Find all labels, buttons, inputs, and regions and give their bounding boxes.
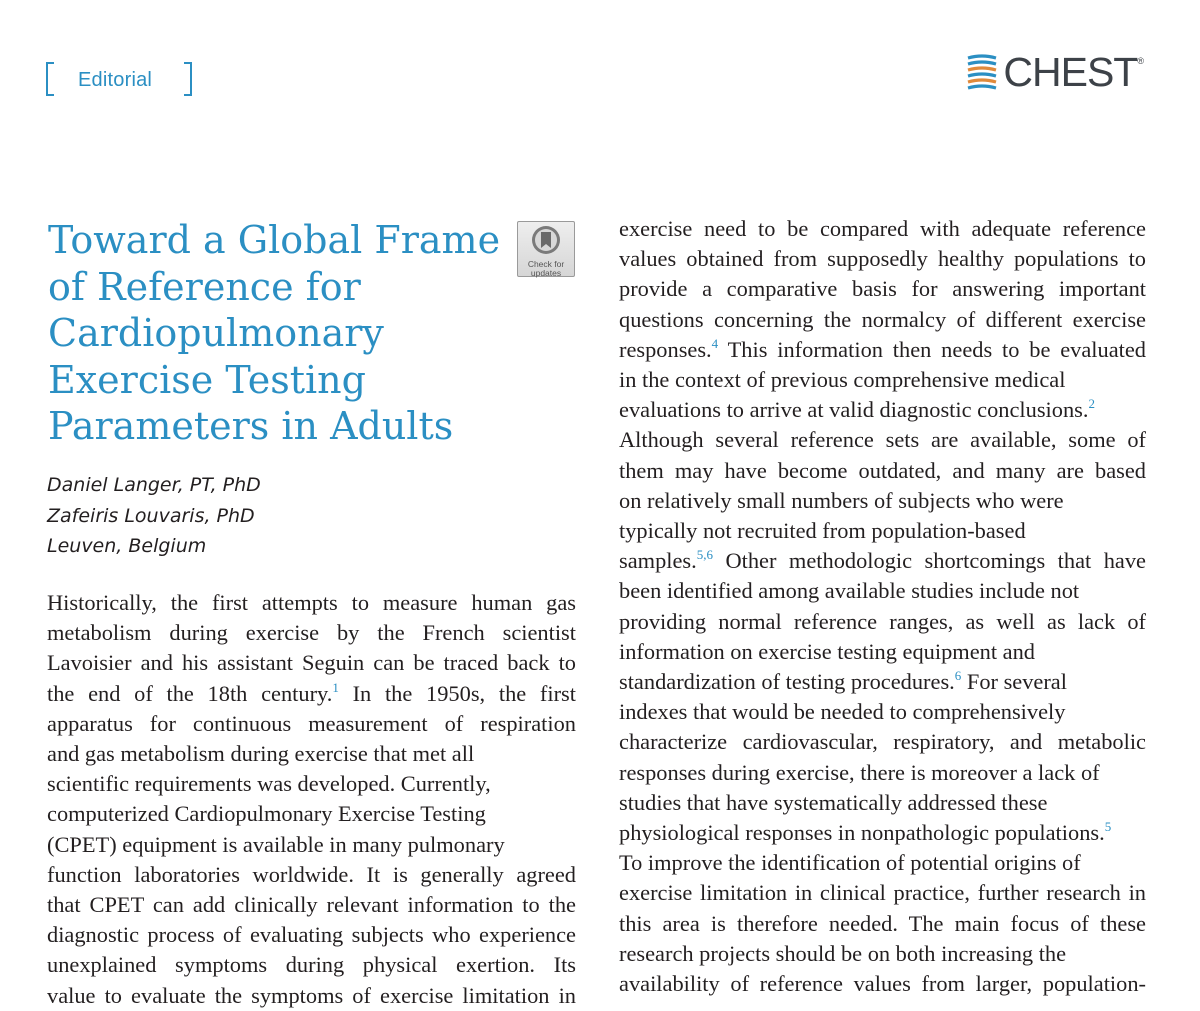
- text-line: apparatus for continuous measurement of respiration: [47, 710, 576, 736]
- text-line: research projects should be on both increasing the: [619, 940, 1067, 966]
- citation-link[interactable]: 1: [332, 679, 339, 695]
- section-label: [46, 62, 192, 96]
- body-column-right: [619, 214, 1146, 999]
- check-for-updates-button[interactable]: [517, 221, 575, 277]
- text-segment: For several: [961, 669, 1067, 695]
- text-line: providing normal reference ranges, as well as lack of: [619, 608, 1146, 634]
- text-line: Historically, the first attempts to measure human gas: [47, 590, 576, 615]
- text-line: information on exercise testing equipment and: [619, 638, 1035, 664]
- text-line: Lavoisier and his assistant Seguin can be traced back to: [47, 650, 576, 676]
- text-line: value to evaluate the symptoms of exercise limitation in: [47, 982, 576, 1008]
- text-line: in the context of previous comprehensive medical: [619, 367, 1066, 393]
- text-segment: In the 1950s, the first: [338, 680, 576, 706]
- text-line: [619, 335, 1146, 365]
- text-line: function laboratories worldwide. It is generally agreed: [47, 861, 576, 887]
- text-segment: samples.: [619, 548, 697, 574]
- text-line: that CPET can add clinically relevant information to the: [47, 892, 576, 918]
- text-line: questions concerning the normalcy of different exercise: [619, 306, 1146, 332]
- text-line: this area is therefore needed. The main focus of these: [619, 910, 1146, 936]
- author-name: Daniel Langer, PT, PhD: [47, 474, 261, 496]
- text-line: provide a comparative basis for answering important: [619, 276, 1146, 302]
- text-line: typically not recruited from population-based: [619, 518, 1026, 544]
- registered-mark: ®: [1137, 56, 1144, 66]
- text-line: [619, 667, 1146, 697]
- text-line: exercise limitation in clinical practice, further research in: [619, 880, 1146, 906]
- text-line: availability of reference values from larger, population-: [619, 971, 1146, 997]
- text-segment: the end of the 18th century.: [47, 680, 333, 706]
- text-line: diagnostic process of evaluating subjects who experience: [47, 922, 576, 948]
- text-line: [619, 395, 1146, 425]
- citation-link[interactable]: 5,6: [696, 547, 713, 563]
- journal-logo: [965, 49, 1144, 95]
- bookmark-icon: [531, 225, 561, 255]
- author-name: Zafeiris Louvaris, PhD: [47, 504, 255, 527]
- text-segment: evaluations to arrive at valid diagnostic conclusions.: [619, 397, 1089, 423]
- text-line: them may have become outdated, and many are based: [619, 457, 1146, 483]
- text-segment: physiological responses in nonpathologic populations.: [619, 820, 1105, 846]
- text-line: Although several reference sets are available, some of: [619, 427, 1146, 453]
- section-label-text: Editorial: [78, 69, 153, 91]
- left-bracket: [46, 62, 54, 96]
- updates-badge-text: [518, 260, 574, 278]
- text-segment: This information then needs to be evaluated: [718, 336, 1146, 362]
- text-segment: responses.: [619, 336, 712, 362]
- title-line: Cardiopulmonary: [48, 311, 384, 355]
- text-line: [47, 679, 576, 709]
- text-line: unexplained symptoms during physical exertion. Its: [47, 952, 576, 978]
- title-line: Toward a Global Frame: [48, 218, 501, 262]
- text-segment: Other methodologic shortcomings that have: [712, 548, 1146, 574]
- chest-logo-icon: [965, 54, 999, 92]
- text-line: computerized Cardiopulmonary Exercise Testing: [47, 801, 486, 827]
- text-line: [619, 818, 1146, 848]
- text-line: characterize cardiovascular, respiratory, and metabolic: [619, 729, 1146, 755]
- author-list: [47, 470, 261, 562]
- text-line: indexes that would be needed to comprehensively: [619, 699, 1066, 725]
- text-line: exercise need to be compared with adequate reference: [619, 216, 1146, 241]
- text-line: studies that have systematically addressed these: [619, 789, 1048, 815]
- author-affiliation: Leuven, Belgium: [47, 535, 207, 557]
- body-column-left: [47, 588, 576, 1011]
- title-line: Parameters in Adults: [48, 404, 454, 448]
- text-line: values obtained from supposedly healthy populations to: [619, 246, 1146, 272]
- citation-link[interactable]: 2: [1088, 396, 1095, 412]
- updates-line2: updates: [530, 268, 562, 278]
- journal-name: CHEST: [1003, 49, 1138, 95]
- text-line: been identified among available studies include not: [619, 578, 1080, 604]
- title-line: Exercise Testing: [48, 357, 366, 402]
- citation-link[interactable]: 5: [1104, 819, 1112, 835]
- text-line: [619, 546, 1146, 576]
- title-line: of Reference for: [48, 264, 361, 309]
- text-line: scientific requirements was developed. Currently,: [47, 771, 491, 797]
- updates-line1: Check for: [527, 259, 565, 269]
- article-title: [48, 217, 518, 450]
- text-line: To improve the identification of potential origins of: [619, 850, 1081, 876]
- citation-link[interactable]: 6: [954, 668, 962, 684]
- text-line: metabolism during exercise by the French scientist: [47, 620, 576, 646]
- citation-link[interactable]: 4: [711, 335, 719, 351]
- text-line: and gas metabolism during exercise that met all: [47, 741, 475, 767]
- text-line: (CPET) equipment is available in many pulmonary: [47, 831, 505, 857]
- right-bracket: [184, 62, 192, 96]
- text-segment: standardization of testing procedures.: [619, 669, 955, 695]
- text-line: responses during exercise, there is moreover a lack of: [619, 759, 1100, 785]
- text-line: on relatively small numbers of subjects who were: [619, 487, 1064, 513]
